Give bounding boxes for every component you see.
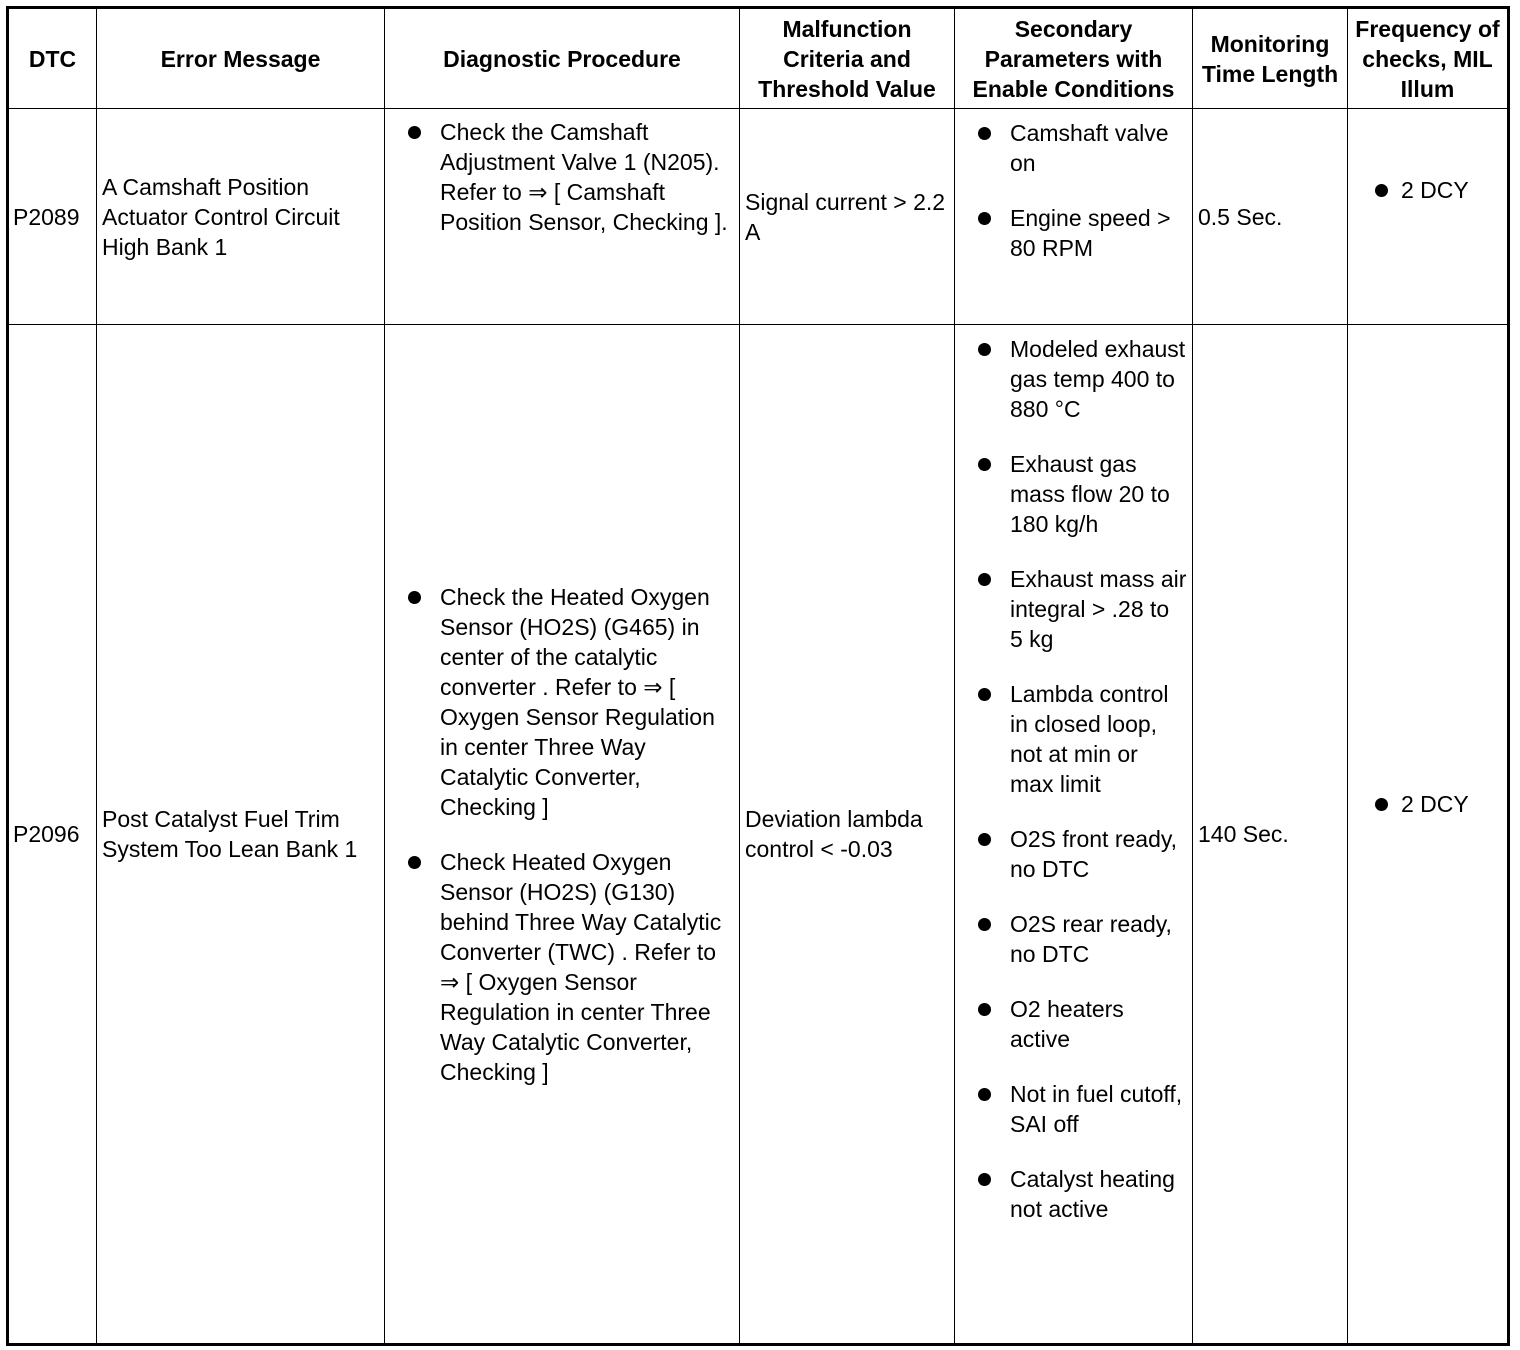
frequency-text: 2 DCY — [1401, 177, 1469, 203]
secondary-text: Exhaust mass air integral > .28 to 5 kg — [1010, 566, 1187, 652]
frequency-cell — [1348, 325, 1509, 1345]
monitoring-time: 0.5 Sec. — [1193, 109, 1348, 325]
secondary-item — [960, 1164, 1187, 1224]
procedure-text: Check the Camshaft Adjustment Valve 1 (N205). Refer to ⇒ [ Camshaft Position Sensor, Checking ]. — [440, 119, 728, 235]
secondary-text: Camshaft valve on — [1010, 120, 1169, 176]
secondary-item — [960, 203, 1187, 263]
secondary-text: O2S rear ready, no DTC — [1010, 911, 1172, 967]
bullet-icon — [978, 688, 991, 701]
secondary-text: Not in fuel cutoff, SAI off — [1010, 1081, 1183, 1137]
header-dtc: DTC — [8, 8, 97, 109]
bullet-icon — [978, 1173, 991, 1186]
bullet-icon — [408, 126, 421, 139]
bullet-icon — [978, 212, 991, 225]
error-message: Post Catalyst Fuel Trim System Too Lean Bank 1 — [97, 325, 385, 1345]
frequency-item — [1353, 789, 1502, 819]
bullet-icon — [1375, 798, 1388, 811]
header-malfunction-criteria: Malfunction Criteria and Threshold Value — [740, 8, 955, 109]
secondary-parameters — [955, 325, 1193, 1345]
malfunction-criteria: Deviation lambda control < -0.03 — [740, 325, 955, 1345]
monitoring-time: 140 Sec. — [1193, 325, 1348, 1345]
bullet-icon — [1375, 184, 1388, 197]
bullet-icon — [978, 458, 991, 471]
secondary-text: O2S front ready, no DTC — [1010, 826, 1178, 882]
secondary-item — [960, 994, 1187, 1054]
dtc-code: P2096 — [8, 325, 97, 1345]
error-message: A Camshaft Position Actuator Control Circuit High Bank 1 — [97, 109, 385, 325]
secondary-text: Exhaust gas mass flow 20 to 180 kg/h — [1010, 451, 1170, 537]
secondary-parameters — [955, 109, 1193, 325]
header-monitoring-time: Monitoring Time Length — [1193, 8, 1348, 109]
header-error-message: Error Message — [97, 8, 385, 109]
bullet-icon — [408, 591, 421, 604]
secondary-item — [960, 824, 1187, 884]
secondary-item — [960, 909, 1187, 969]
bullet-icon — [978, 1003, 991, 1016]
secondary-text: O2 heaters active — [1010, 996, 1124, 1052]
procedure-item — [390, 847, 734, 1087]
bullet-icon — [978, 127, 991, 140]
secondary-item — [960, 449, 1187, 539]
secondary-item — [960, 679, 1187, 799]
table-header-row — [8, 8, 1509, 109]
secondary-text: Lambda control in closed loop, not at min or max limit — [1010, 681, 1169, 797]
secondary-item — [960, 1079, 1187, 1139]
secondary-text: Engine speed > 80 RPM — [1010, 205, 1171, 261]
diagnostic-procedure — [385, 109, 740, 325]
dtc-code: P2089 — [8, 109, 97, 325]
bullet-icon — [978, 343, 991, 356]
table-row — [8, 325, 1509, 1345]
procedure-item — [390, 117, 734, 237]
frequency-item — [1353, 175, 1502, 205]
secondary-text: Modeled exhaust gas temp 400 to 880 °C — [1010, 336, 1186, 422]
procedure-text: Check the Heated Oxygen Sensor (HO2S) (G465) in center of the catalytic converter . Refer to ⇒ [ Oxygen Sensor Regulation in center Three Way Catalytic Converter, Checking ] — [440, 583, 715, 820]
diagnostic-procedure — [385, 325, 740, 1345]
procedure-item — [390, 582, 734, 822]
secondary-text: Catalyst heating not active — [1010, 1166, 1175, 1222]
procedure-text: Check Heated Oxygen Sensor (HO2S) (G130) behind Three Way Catalytic Converter (TWC) . Refer to ⇒ [ Oxygen Sensor Regulation in center Three Way Catalytic Converter, Checking ] — [440, 848, 722, 1085]
bullet-icon — [978, 1088, 991, 1101]
dtc-table — [6, 6, 1510, 1346]
secondary-item — [960, 334, 1187, 424]
bullet-icon — [978, 573, 991, 586]
secondary-item — [960, 118, 1187, 178]
table-row — [8, 109, 1509, 325]
header-diagnostic-procedure: Diagnostic Procedure — [385, 8, 740, 109]
bullet-icon — [408, 856, 421, 869]
bullet-icon — [978, 833, 991, 846]
secondary-item — [960, 564, 1187, 654]
header-secondary-parameters: Secondary Parameters with Enable Conditions — [955, 8, 1193, 109]
frequency-cell — [1348, 109, 1509, 325]
header-frequency: Frequency of checks, MIL Illum — [1348, 8, 1509, 109]
malfunction-criteria: Signal current > 2.2 A — [740, 109, 955, 325]
frequency-text: 2 DCY — [1401, 791, 1469, 817]
bullet-icon — [978, 918, 991, 931]
